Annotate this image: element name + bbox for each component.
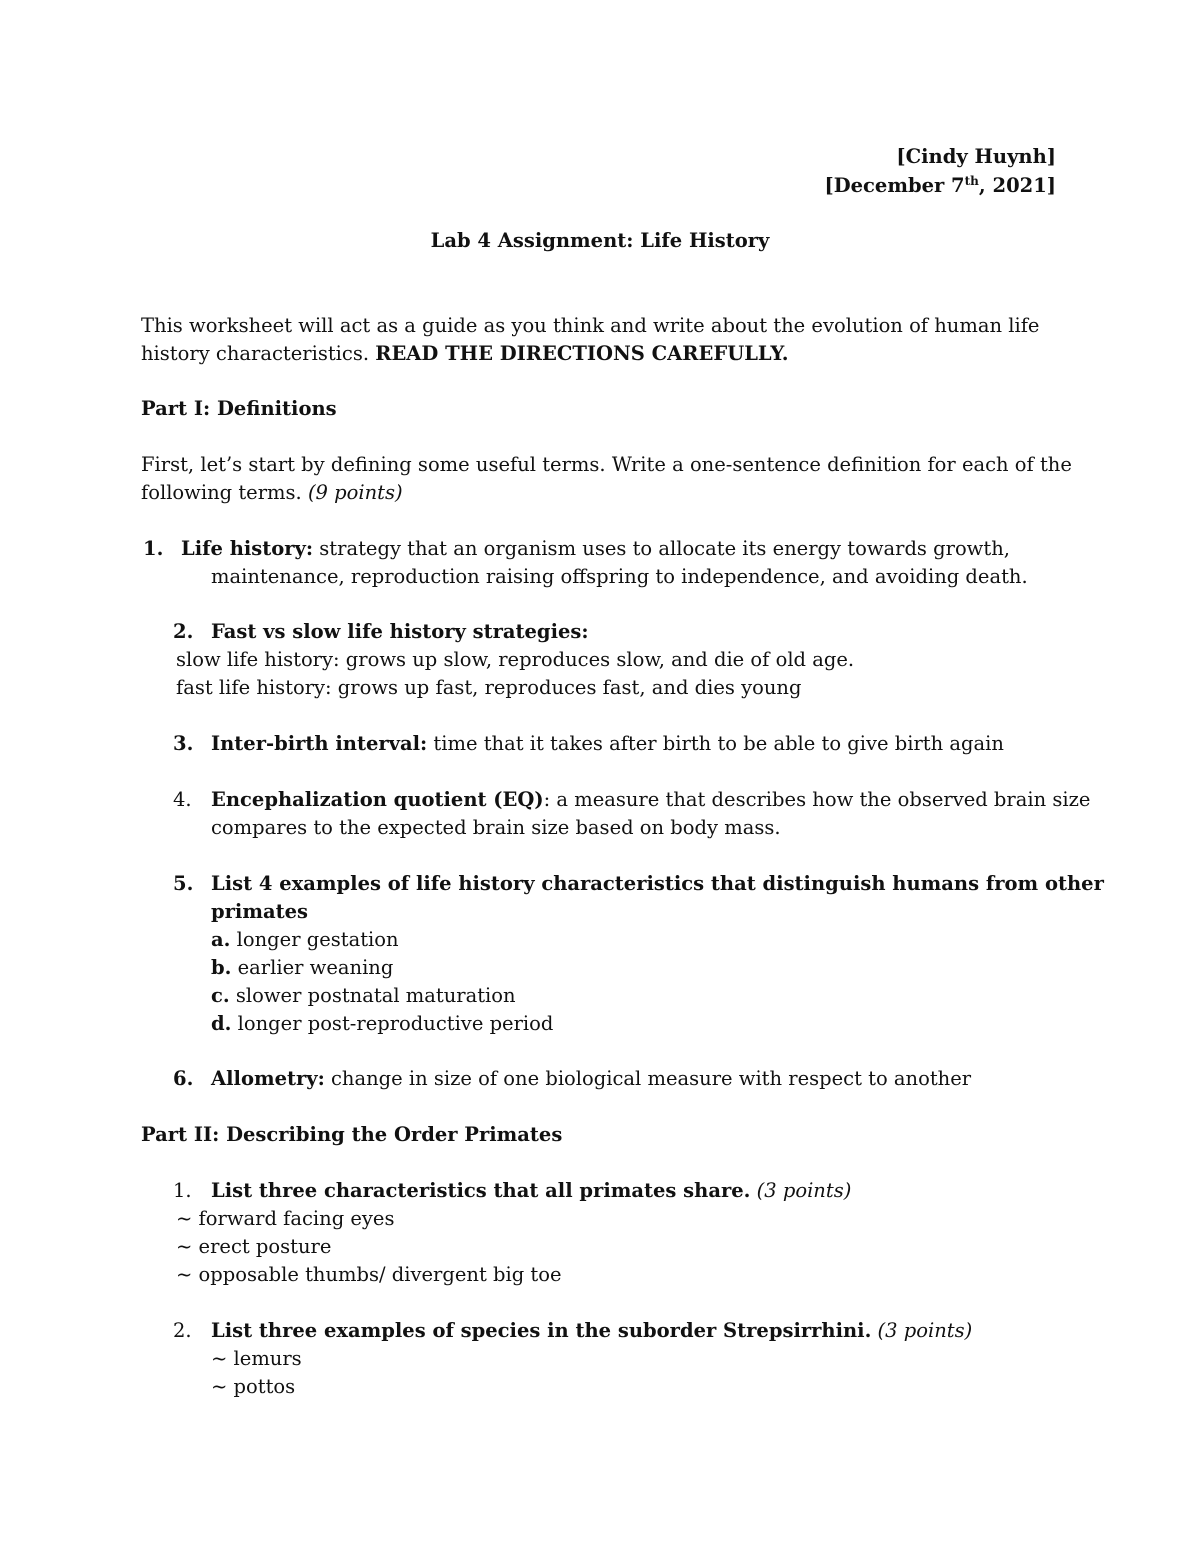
question-strepsirrhini: 2. List three examples of species in the suborder Strepsirrhini. (3 points) [173,1319,973,1342]
page-title: Lab 4 Assignment: Life History [430,229,770,252]
student-name: [Cindy Huynh] [896,145,1056,168]
example-a: a. longer gestation [211,928,399,951]
slow-life-history-answer: slow life history: grows up slow, reproduces slow, and die of old age. [176,648,855,671]
intro-line-2: history characteristics. READ THE DIRECTIONS CAREFULLY. [141,342,789,365]
definition-eq-cont: compares to the expected brain size based on body mass. [211,816,781,839]
fast-life-history-answer: fast life history: grows up fast, reproduces fast, and dies young [176,676,802,699]
answer-primate-1: ~ forward facing eyes [176,1207,395,1230]
example-c: c. slower postnatal maturation [211,984,516,1007]
example-d: d. longer post-reproductive period [211,1012,554,1035]
part1-instructions-line-2: following terms. (9 points) [141,481,403,504]
answer-strepsirrhini-1: ~ lemurs [211,1347,302,1370]
definition-allometry: 6. Allometry: change in size of one biological measure with respect to another [173,1067,972,1090]
part1-instructions-line-1: First, let’s start by defining some useful terms. Write a one-sentence definition for each of the [141,453,1072,476]
definition-eq: 4. Encephalization quotient (EQ): a measure that describes how the observed brain size [173,788,1091,811]
question-life-history-examples-cont: primates [211,900,308,923]
answer-primate-3: ~ opposable thumbs/ divergent big toe [176,1263,562,1286]
definition-life-history: 1. Life history: strategy that an organism uses to allocate its energy towards growth, [143,537,1010,560]
answer-strepsirrhini-2: ~ pottos [211,1375,296,1398]
definition-fast-slow: 2. Fast vs slow life history strategies: [173,620,589,643]
question-primate-characteristics: 1. List three characteristics that all primates share. (3 points) [173,1179,852,1202]
question-life-history-examples: 5. List 4 examples of life history characteristics that distinguish humans from other [173,872,1104,895]
example-b: b. earlier weaning [211,956,394,979]
definition-inter-birth-interval: 3. Inter-birth interval: time that it takes after birth to be able to give birth again [173,732,1004,755]
part1-heading: Part I: Definitions [141,397,337,420]
part2-heading: Part II: Describing the Order Primates [141,1123,563,1146]
intro-line-1: This worksheet will act as a guide as you think and write about the evolution of human life [141,314,1040,337]
submission-date: [December 7th, 2021] [824,174,1056,197]
answer-primate-2: ~ erect posture [176,1235,332,1258]
definition-life-history-cont: maintenance, reproduction raising offspring to independence, and avoiding death. [211,565,1028,588]
